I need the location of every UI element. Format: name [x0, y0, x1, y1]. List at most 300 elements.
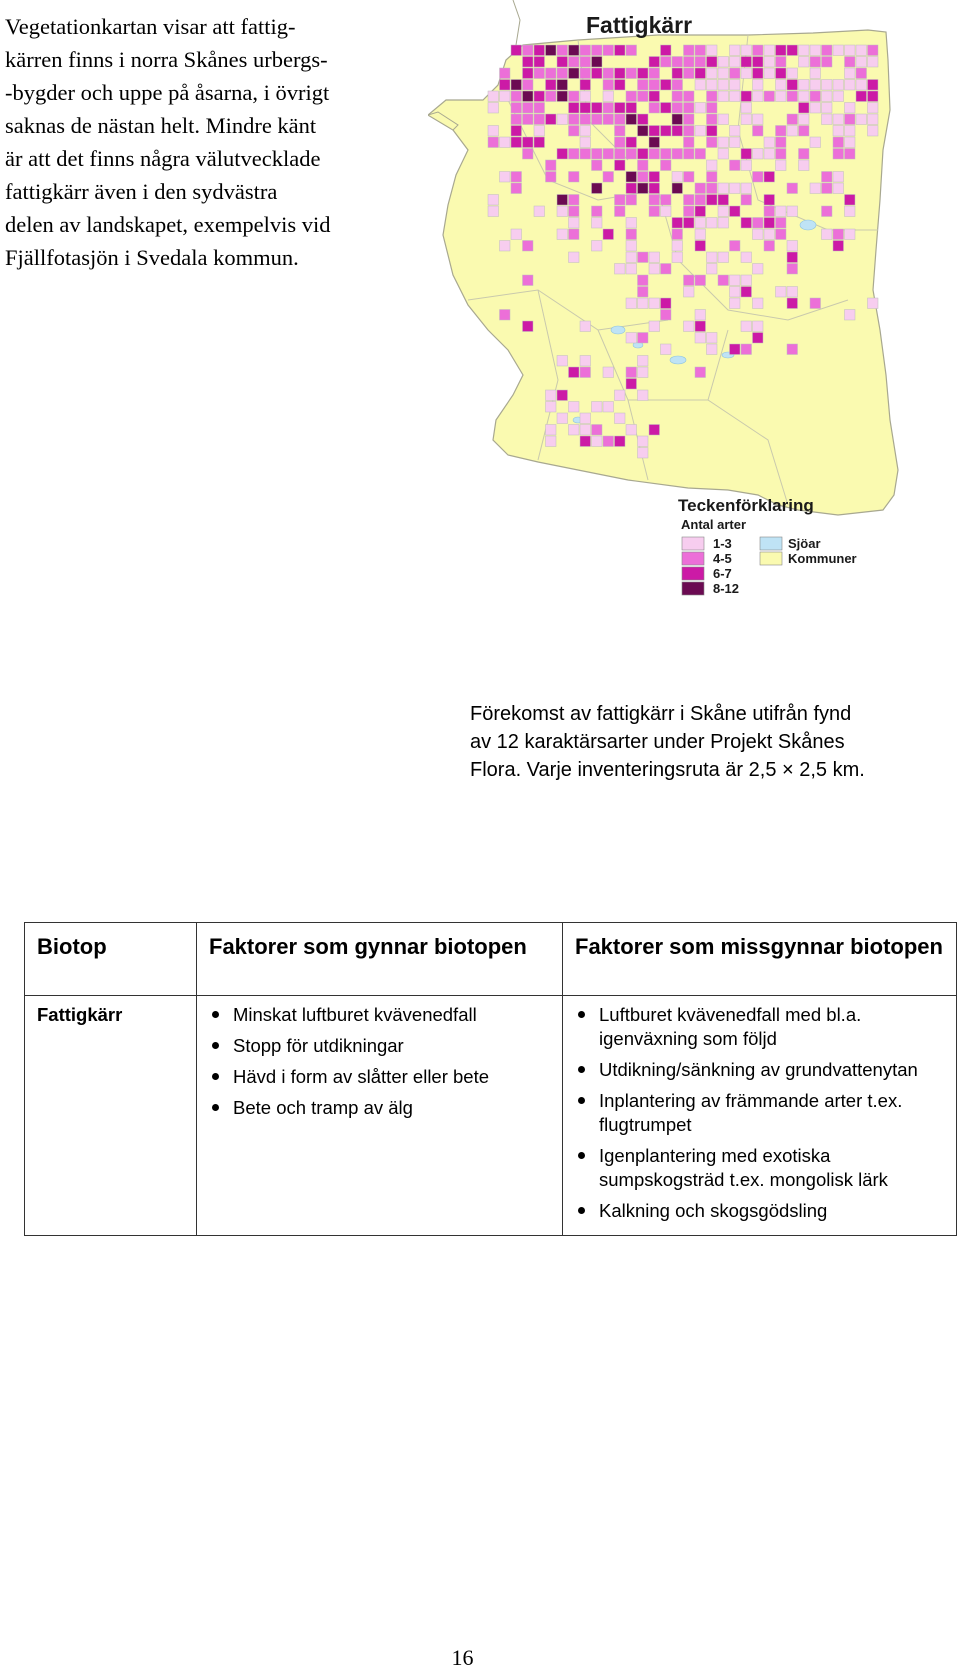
grid-cell — [626, 103, 637, 114]
grid-cell — [534, 45, 545, 56]
grid-cell — [684, 275, 695, 286]
grid-cell — [764, 206, 775, 217]
grid-cell — [661, 80, 672, 91]
intro-text — [5, 10, 405, 274]
grid-cell — [868, 57, 879, 68]
grid-cell — [741, 68, 752, 79]
grid-cell — [730, 298, 741, 309]
grid-cell — [822, 172, 833, 183]
grid-cell — [868, 114, 879, 125]
grid-cell — [753, 80, 764, 91]
grid-cell — [822, 91, 833, 102]
grid-cell — [672, 57, 683, 68]
grid-cell — [684, 68, 695, 79]
grid-cell — [500, 80, 511, 91]
grid-cell — [845, 206, 856, 217]
grid-cell — [500, 172, 511, 183]
grid-cell — [810, 298, 821, 309]
grid-cell — [546, 172, 557, 183]
grid-cell — [603, 91, 614, 102]
grid-cell — [649, 137, 660, 148]
grid-cell — [730, 160, 741, 171]
intro-line: fattigkärr även i den sydvästra — [5, 179, 278, 204]
grid-cell — [649, 206, 660, 217]
grid-cell — [592, 436, 603, 447]
missgynnar-list — [575, 1003, 944, 1223]
grid-cell — [580, 425, 591, 436]
grid-cell — [764, 45, 775, 56]
grid-cell — [649, 126, 660, 137]
caption-line: Förekomst av fattigkärr i Skåne utifrån fynd — [470, 703, 852, 725]
grid-cell — [569, 57, 580, 68]
grid-cell — [868, 103, 879, 114]
grid-cell — [707, 126, 718, 137]
grid-cell — [649, 80, 660, 91]
grid-cell — [787, 344, 798, 355]
grid-cell — [638, 356, 649, 367]
grid-cell — [810, 57, 821, 68]
grid-cell — [684, 137, 695, 148]
grid-cell — [661, 126, 672, 137]
grid-cell — [500, 91, 511, 102]
grid-cell — [799, 160, 810, 171]
legend-swatch-4-5 — [682, 552, 704, 565]
intro-line: Vegetationkartan visar att fattig- — [5, 14, 296, 39]
grid-cell — [845, 103, 856, 114]
legend-title: Teckenförklaring — [678, 496, 814, 515]
grid-cell — [753, 68, 764, 79]
grid-cell — [707, 91, 718, 102]
grid-cell — [833, 229, 844, 240]
grid-cell — [534, 57, 545, 68]
grid-cell — [500, 310, 511, 321]
grid-cell — [695, 80, 706, 91]
grid-cell — [603, 114, 614, 125]
grid-cell — [833, 45, 844, 56]
grid-cell — [707, 183, 718, 194]
grid-cell — [649, 252, 660, 263]
grid-cell — [661, 149, 672, 160]
grid-cell — [684, 57, 695, 68]
grid-cell — [776, 149, 787, 160]
grid-cell — [557, 45, 568, 56]
grid-cell — [684, 103, 695, 114]
grid-cell — [569, 149, 580, 160]
grid-cell — [557, 195, 568, 206]
grid-cell — [615, 80, 626, 91]
grid-cell — [626, 137, 637, 148]
grid-cell — [695, 149, 706, 160]
grid-cell — [672, 103, 683, 114]
grid-cell — [649, 172, 660, 183]
grid-cell — [546, 160, 557, 171]
grid-cell — [684, 91, 695, 102]
grid-cell — [661, 298, 672, 309]
grid-cell — [557, 149, 568, 160]
grid-cell — [511, 103, 522, 114]
gynnar-cell — [197, 996, 563, 1236]
grid-cell — [626, 264, 637, 275]
grid-cell — [546, 390, 557, 401]
grid-cell — [580, 91, 591, 102]
grid-cell — [569, 126, 580, 137]
grid-cell — [580, 356, 591, 367]
legend-swatch-6-7 — [682, 567, 704, 580]
grid-cell — [695, 195, 706, 206]
grid-cell — [822, 80, 833, 91]
grid-cell — [695, 45, 706, 56]
grid-cell — [695, 275, 706, 286]
grid-cell — [546, 80, 557, 91]
map-caption — [470, 700, 940, 784]
grid-cell — [649, 149, 660, 160]
grid-cell — [615, 68, 626, 79]
grid-cell — [638, 68, 649, 79]
grid-cell — [649, 425, 660, 436]
grid-cell — [511, 91, 522, 102]
grid-cell — [845, 45, 856, 56]
grid-cell — [695, 57, 706, 68]
grid-cell — [672, 68, 683, 79]
grid-cell — [661, 195, 672, 206]
grid-cell — [615, 103, 626, 114]
grid-cell — [707, 137, 718, 148]
grid-cell — [638, 252, 649, 263]
grid-cell — [776, 91, 787, 102]
grid-cell — [661, 264, 672, 275]
grid-cell — [534, 68, 545, 79]
grid-cell — [557, 229, 568, 240]
grid-cell — [799, 45, 810, 56]
grid-cell — [569, 425, 580, 436]
grid-cell — [707, 195, 718, 206]
grid-cell — [730, 206, 741, 217]
grid-cell — [707, 68, 718, 79]
grid-cell — [730, 241, 741, 252]
grid-cell — [810, 103, 821, 114]
grid-cell — [488, 137, 499, 148]
grid-cell — [707, 172, 718, 183]
caption-line: av 12 karaktärsarter under Projekt Skånes — [470, 731, 845, 753]
grid-cell — [580, 57, 591, 68]
grid-cell — [810, 137, 821, 148]
grid-cell — [592, 45, 603, 56]
grid-cell — [695, 183, 706, 194]
grid-cell — [707, 114, 718, 125]
grid-cell — [557, 91, 568, 102]
grid-cell — [649, 103, 660, 114]
grid-cell — [523, 68, 534, 79]
grid-cell — [615, 126, 626, 137]
grid-cell — [787, 298, 798, 309]
grid-cell — [822, 45, 833, 56]
grid-cell — [764, 91, 775, 102]
grid-cell — [626, 68, 637, 79]
grid-cell — [523, 114, 534, 125]
grid-cell — [730, 80, 741, 91]
grid-cell — [488, 126, 499, 137]
legend-swatch-lakes — [760, 537, 782, 550]
grid-cell — [649, 298, 660, 309]
grid-cell — [684, 114, 695, 125]
grid-cell — [523, 275, 534, 286]
header-gynnar: Faktorer som gynnar biotopen — [197, 923, 563, 996]
gynnar-list — [209, 1003, 550, 1120]
grid-cell — [695, 229, 706, 240]
grid-cell — [580, 45, 591, 56]
grid-cell — [707, 218, 718, 229]
list-item: Bete och tramp av älg — [209, 1096, 550, 1120]
grid-cell — [638, 183, 649, 194]
grid-cell — [615, 436, 626, 447]
grid-cell — [661, 45, 672, 56]
grid-cell — [730, 183, 741, 194]
grid-cell — [776, 206, 787, 217]
grid-cell — [626, 333, 637, 344]
grid-cell — [845, 80, 856, 91]
grid-cell — [661, 206, 672, 217]
grid-cell — [592, 402, 603, 413]
grid-cell — [753, 321, 764, 332]
grid-cell — [707, 344, 718, 355]
grid-cell — [511, 183, 522, 194]
grid-cell — [546, 45, 557, 56]
grid-cell — [753, 126, 764, 137]
distribution-map — [428, 0, 928, 640]
grid-cell — [764, 68, 775, 79]
grid-cell — [741, 45, 752, 56]
grid-cell — [868, 45, 879, 56]
grid-cell — [787, 114, 798, 125]
grid-cell — [845, 68, 856, 79]
list-item: Minskat luftburet kvävenedfall — [209, 1003, 550, 1027]
grid-cell — [776, 68, 787, 79]
grid-cell — [615, 114, 626, 125]
grid-cell — [603, 149, 614, 160]
table-header-row — [25, 923, 957, 996]
grid-cell — [776, 126, 787, 137]
grid-cell — [868, 80, 879, 91]
grid-cell — [523, 103, 534, 114]
grid-cell — [741, 275, 752, 286]
grid-cell — [569, 45, 580, 56]
grid-cell — [638, 172, 649, 183]
grid-cell — [730, 287, 741, 298]
grid-cell — [638, 333, 649, 344]
grid-cell — [868, 126, 879, 137]
grid-cell — [764, 57, 775, 68]
grid-cell — [753, 298, 764, 309]
grid-cell — [845, 114, 856, 125]
grid-cell — [776, 287, 787, 298]
grid-cell — [569, 103, 580, 114]
legend-swatch-8-12 — [682, 582, 704, 595]
grid-cell — [615, 413, 626, 424]
grid-cell — [787, 91, 798, 102]
grid-cell — [684, 149, 695, 160]
grid-cell — [592, 160, 603, 171]
grid-cell — [626, 149, 637, 160]
grid-cell — [776, 229, 787, 240]
grid-cell — [753, 114, 764, 125]
grid-cell — [546, 114, 557, 125]
grid-cell — [833, 126, 844, 137]
grid-cell — [523, 91, 534, 102]
list-item: Kalkning och skogsgödsling — [575, 1199, 944, 1223]
grid-cell — [741, 183, 752, 194]
list-item: Igenplantering med exotiska sumpskogsträd t.ex. mongolisk lärk — [575, 1144, 944, 1192]
grid-cell — [845, 310, 856, 321]
grid-cell — [592, 103, 603, 114]
grid-cell — [684, 321, 695, 332]
caption-line: Flora. Varje inventeringsruta är 2,5 × 2,5 km. — [470, 759, 865, 781]
page-number: 16 — [451, 1645, 474, 1670]
grid-cell — [603, 172, 614, 183]
grid-cell — [672, 252, 683, 263]
map-title: Fattigkärr — [586, 12, 693, 38]
grid-cell — [626, 218, 637, 229]
grid-cell — [787, 68, 798, 79]
grid-cell — [534, 114, 545, 125]
grid-cell — [741, 91, 752, 102]
grid-cell — [626, 183, 637, 194]
grid-cell — [511, 137, 522, 148]
grid-cell — [672, 218, 683, 229]
grid-cell — [511, 114, 522, 125]
list-item: Inplantering av främmande arter t.ex. flugtrumpet — [575, 1089, 944, 1137]
grid-cell — [626, 45, 637, 56]
grid-cell — [787, 80, 798, 91]
grid-cell — [672, 80, 683, 91]
grid-cell — [661, 57, 672, 68]
grid-cell — [741, 149, 752, 160]
grid-cell — [707, 333, 718, 344]
grid-cell — [569, 229, 580, 240]
list-item: Utdikning/sänkning av grundvattenytan — [575, 1058, 944, 1082]
grid-cell — [799, 114, 810, 125]
grid-cell — [546, 68, 557, 79]
grid-cell — [730, 57, 741, 68]
grid-cell — [580, 126, 591, 137]
grid-cell — [718, 114, 729, 125]
grid-cell — [845, 57, 856, 68]
grid-cell — [511, 172, 522, 183]
grid-cell — [684, 287, 695, 298]
grid-cell — [764, 149, 775, 160]
grid-cell — [615, 264, 626, 275]
grid-cell — [718, 183, 729, 194]
grid-cell — [799, 57, 810, 68]
grid-cell — [626, 114, 637, 125]
grid-cell — [592, 218, 603, 229]
grid-cell — [649, 183, 660, 194]
legend-label-4-5: 4-5 — [713, 551, 732, 566]
grid-cell — [730, 275, 741, 286]
grid-cell — [753, 45, 764, 56]
grid-cell — [856, 114, 867, 125]
grid-cell — [810, 91, 821, 102]
grid-cell — [856, 68, 867, 79]
grid-cell — [718, 218, 729, 229]
grid-cell — [787, 45, 798, 56]
grid-cell — [592, 149, 603, 160]
grid-cell — [626, 229, 637, 240]
grid-cell — [557, 356, 568, 367]
grid-cell — [603, 45, 614, 56]
grid-cell — [488, 206, 499, 217]
grid-cell — [695, 310, 706, 321]
grid-cell — [592, 114, 603, 125]
grid-cell — [603, 103, 614, 114]
grid-cell — [684, 206, 695, 217]
grid-cell — [592, 206, 603, 217]
grid-cell — [833, 80, 844, 91]
grid-cell — [638, 298, 649, 309]
grid-cell — [488, 195, 499, 206]
grid-cell — [695, 206, 706, 217]
grid-cell — [707, 264, 718, 275]
grid-cell — [718, 91, 729, 102]
grid-cell — [580, 114, 591, 125]
grid-cell — [534, 137, 545, 148]
grid-cell — [649, 91, 660, 102]
grid-cell — [741, 287, 752, 298]
grid-cell — [776, 137, 787, 148]
grid-cell — [707, 103, 718, 114]
header-biotop: Biotop — [25, 923, 197, 996]
grid-cell — [569, 402, 580, 413]
grid-cell — [799, 149, 810, 160]
grid-cell — [753, 229, 764, 240]
grid-cell — [661, 103, 672, 114]
grid-cell — [569, 218, 580, 229]
grid-cell — [787, 206, 798, 217]
grid-cell — [695, 321, 706, 332]
missgynnar-cell — [563, 996, 957, 1236]
grid-cell — [626, 379, 637, 390]
grid-cell — [615, 390, 626, 401]
grid-cell — [649, 195, 660, 206]
grid-cell — [718, 275, 729, 286]
grid-cell — [638, 114, 649, 125]
grid-cell — [730, 91, 741, 102]
grid-cell — [569, 195, 580, 206]
grid-cell — [511, 45, 522, 56]
legend-label-1-3: 1-3 — [713, 536, 732, 551]
grid-cell — [580, 137, 591, 148]
grid-cell — [718, 137, 729, 148]
grid-cell — [626, 252, 637, 263]
grid-cell — [695, 218, 706, 229]
grid-cell — [833, 241, 844, 252]
grid-cell — [672, 114, 683, 125]
grid-cell — [626, 241, 637, 252]
grid-cell — [787, 252, 798, 263]
grid-cell — [684, 45, 695, 56]
grid-cell — [569, 172, 580, 183]
grid-cell — [488, 103, 499, 114]
grid-cell — [799, 126, 810, 137]
grid-cell — [833, 91, 844, 102]
grid-cell — [580, 367, 591, 378]
grid-cell — [615, 137, 626, 148]
grid-cell — [799, 80, 810, 91]
grid-cell — [741, 195, 752, 206]
grid-cell — [753, 218, 764, 229]
grid-cell — [649, 264, 660, 275]
grid-cell — [569, 206, 580, 217]
grid-cell — [580, 103, 591, 114]
